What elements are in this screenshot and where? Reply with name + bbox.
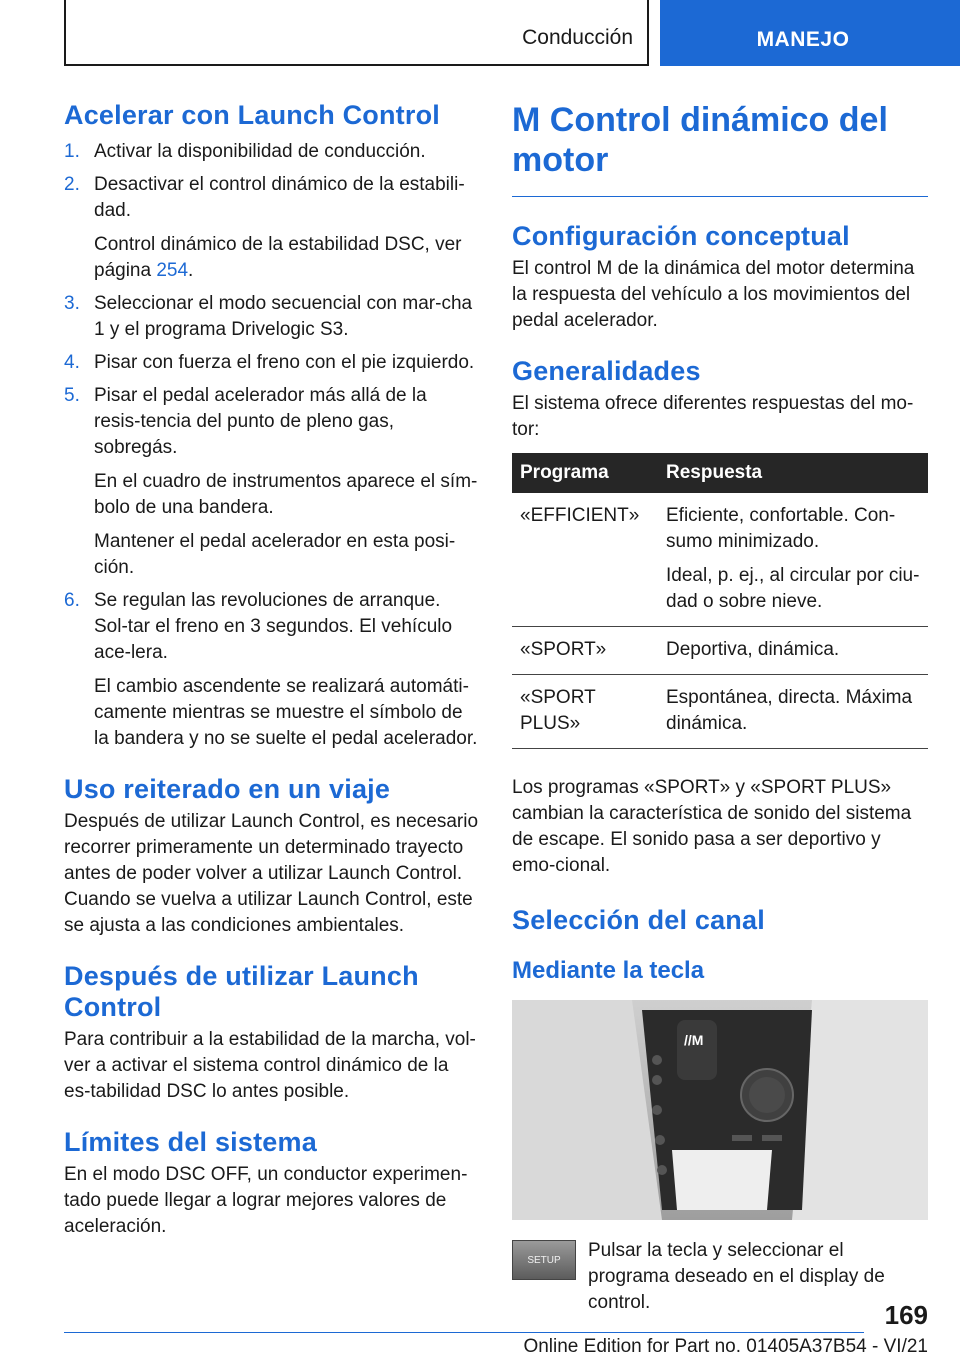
column-header: Programa	[512, 453, 658, 493]
step-text: Pisar el pedal acelerador más allá de la resis-tencia del punto de pleno gas, sobregás.	[94, 385, 427, 458]
launch-steps	[64, 139, 478, 752]
page-number: 169	[884, 1300, 928, 1330]
after-launch-text: Para contribuir a la estabilidad de la marcha, vol-ver a activar el sistema control dinámico de la es-tabilidad DSC lo antes posible.	[64, 1029, 476, 1102]
step-text: Se regulan las revoluciones de arranque. Sol-tar el freno en 3 segundos. El vehículo ace-lera.	[94, 590, 453, 663]
step-text: Pisar con fuerza el freno con el pie izquierdo.	[94, 352, 475, 373]
step-number: 4.	[64, 352, 80, 373]
general-text: El sistema ofrece diferentes respuestas del mo-tor:	[512, 393, 914, 440]
step-2	[64, 172, 478, 284]
launch-control-heading: Acelerar con Launch Control	[64, 100, 440, 130]
section-title: Conducción	[522, 26, 633, 49]
setup-text: Pulsar la tecla y seleccionar el programa deseado en el display de control.	[588, 1240, 885, 1313]
center-console-photo	[512, 1000, 928, 1220]
program-cell: «SPORT»	[512, 627, 658, 675]
header-section-box	[64, 0, 649, 66]
general-heading: Generalidades	[512, 356, 701, 386]
step-number: 2.	[64, 174, 80, 195]
response-cell: Espontánea, directa. Máxima dinámica.	[658, 675, 928, 749]
program-cell: «SPORT PLUS»	[512, 675, 658, 749]
step-number: 5.	[64, 385, 80, 406]
programs-table	[512, 453, 928, 749]
chapter-title: MANEJO	[756, 28, 850, 51]
step-6	[64, 588, 478, 752]
reuse-text: Después de utilizar Launch Control, es necesario recorrer primeramente un determinado trayecto antes de poder volver a utilizar Launch Control. Cuando se vuelva a utilizar Launch Control, este se ajusta a las condiciones ambientales.	[64, 811, 479, 936]
edition-footer: Online Edition for Part no. 01405A37B54 - VI/21	[523, 1336, 928, 1357]
step-text: Mantener el pedal acelerador en esta posi-ción.	[94, 531, 456, 578]
svg-text://M: //M	[684, 1032, 704, 1048]
step-number: 6.	[64, 590, 80, 611]
table-row	[512, 675, 928, 749]
right-column	[512, 100, 928, 1316]
step-text: En el cuadro de instrumentos aparece el sím-bolo de una bandera.	[94, 471, 478, 518]
step-text: Activar la disponibilidad de conducción.	[94, 141, 426, 162]
step-text: El cambio ascendente se realizará automáti-camente mientras se muestre el símbolo de la bandera y no se suelte el pedal acelerador.	[94, 676, 478, 749]
column-header: Respuesta	[658, 453, 928, 493]
response-cell: Deportiva, dinámica.	[658, 627, 928, 675]
channel-heading: Selección del canal	[512, 905, 765, 935]
concept-text: El control M de la dinámica del motor determina la respuesta del vehículo a los movimientos del pedal acelerador.	[512, 258, 915, 331]
footer-rule	[64, 1332, 864, 1333]
step-4	[64, 350, 478, 376]
header-chapter-box	[660, 0, 960, 66]
step-5	[64, 383, 478, 581]
step-number: 1.	[64, 141, 80, 162]
response-cell: Eficiente, confortable. Con-sumo minimizado. Ideal, p. ej., al circular por ciu-dad o sobre nieve.	[658, 493, 928, 627]
step-text: Seleccionar el modo secuencial con mar-cha 1 y el programa Drivelogic S3.	[94, 293, 473, 340]
table-header-row	[512, 453, 928, 493]
channel-subheading: Mediante la tecla	[512, 957, 705, 984]
program-cell: «EFFICIENT»	[512, 493, 658, 627]
chapter-heading: M Control dinámico del motor	[512, 101, 888, 179]
limits-text: En el modo DSC OFF, un conductor experimen-tado puede llegar a lograr mejores valores de aceleración.	[64, 1164, 468, 1237]
step-3	[64, 291, 478, 343]
after-launch-heading: Después de utilizar Launch Control	[64, 961, 419, 1022]
step-number: 3.	[64, 293, 80, 314]
table-row	[512, 627, 928, 675]
sound-text: Los programas «SPORT» y «SPORT PLUS» cambian la característica de sonido del sistema de escape. El sonido pasa a ser deportivo y emo-cional.	[512, 777, 912, 876]
setup-instruction	[512, 1238, 928, 1316]
table-row	[512, 493, 928, 627]
center-console-illustration	[512, 1000, 928, 1220]
step-1	[64, 139, 478, 165]
setup-button-icon: SETUP	[512, 1240, 576, 1280]
reuse-heading: Uso reiterado en un viaje	[64, 774, 391, 804]
concept-heading: Configuración conceptual	[512, 221, 850, 251]
step-text: Desactivar el control dinámico de la estabili-dad.	[94, 174, 465, 221]
heading-rule	[512, 196, 928, 197]
limits-heading: Límites del sistema	[64, 1127, 317, 1157]
left-column	[64, 100, 478, 1240]
step-text: Control dinámico de la estabilidad DSC, ver página 254.	[94, 234, 462, 281]
page-reference-link[interactable]: 254	[156, 260, 189, 281]
